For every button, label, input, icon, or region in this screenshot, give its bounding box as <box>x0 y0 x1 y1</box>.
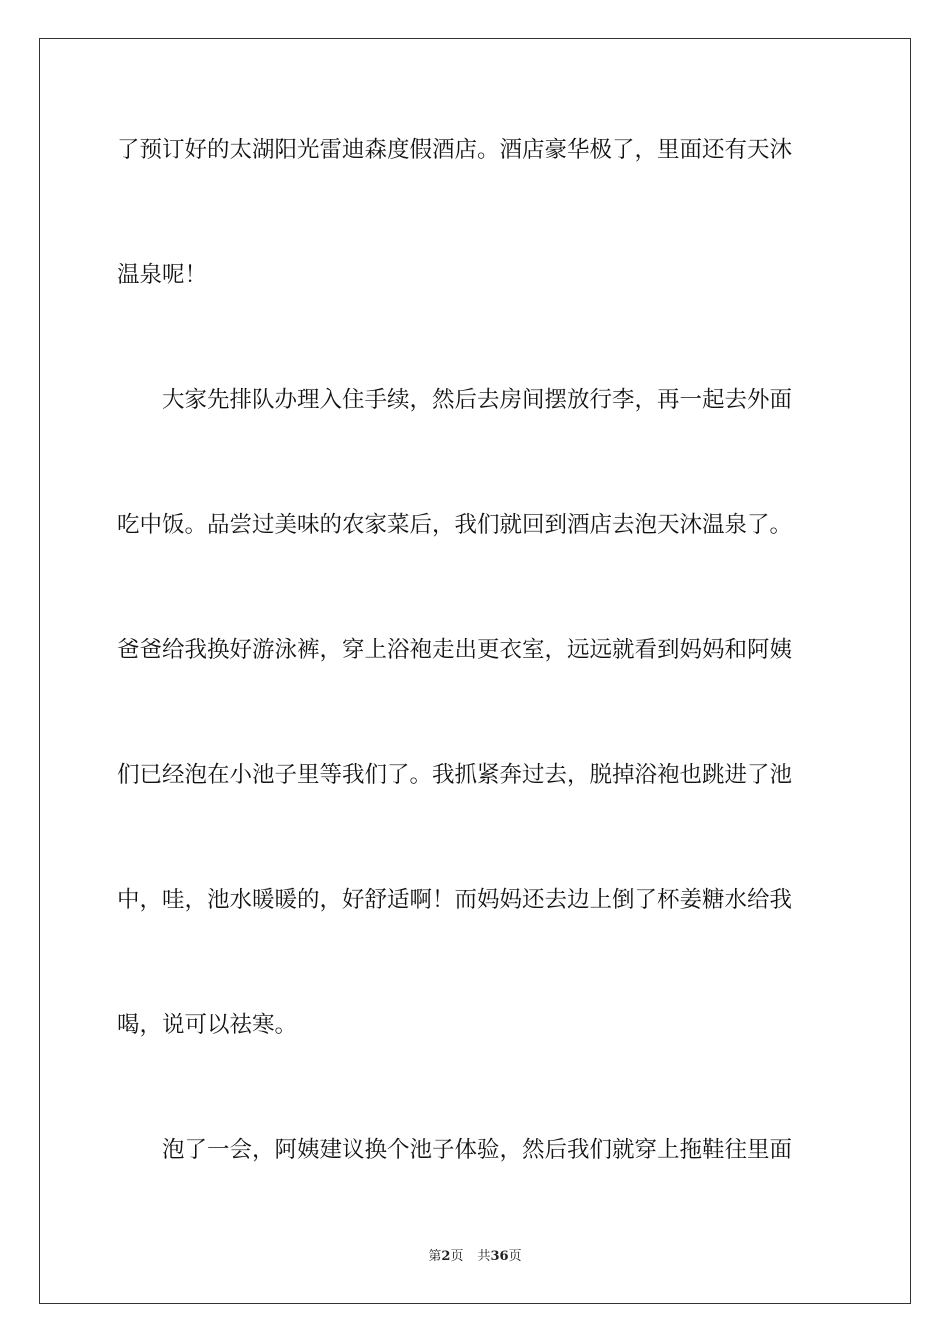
text-line-8: 喝，说可以祛寒。 <box>117 1012 298 1038</box>
text-line-6: 们已经泡在小池子里等我们了。我抓紧奔过去，脱掉浴袍也跳进了池 <box>117 762 793 788</box>
page-border <box>39 38 911 1304</box>
footer-prefix: 第 <box>428 1249 442 1264</box>
text-line-5: 爸爸给我换好游泳裤，穿上浴袍走出更衣室，远远就看到妈妈和阿姨 <box>117 637 793 663</box>
footer-total-pages: 36 <box>490 1249 509 1264</box>
footer-page-suffix: 页 <box>450 1249 464 1264</box>
text-line-7: 中，哇，池水暖暖的，好舒适啊！而妈妈还去边上倒了杯姜糖水给我 <box>117 887 793 913</box>
page-footer <box>0 1248 950 1266</box>
footer-total-suffix: 页 <box>508 1249 522 1264</box>
text-line-1: 了预订好的太湖阳光雷迪森度假酒店。酒店豪华极了，里面还有天沐 <box>117 137 793 163</box>
text-line-9: 泡了一会，阿姨建议换个池子体验，然后我们就穿上拖鞋往里面 <box>117 1137 793 1163</box>
text-line-2: 温泉呢！ <box>117 262 208 288</box>
text-line-4: 吃中饭。品尝过美味的农家菜后，我们就回到酒店去泡天沐温泉了。 <box>117 512 793 538</box>
footer-page-number: 2 <box>441 1249 451 1264</box>
text-line-3: 大家先排队办理入住手续，然后去房间摆放行李，再一起去外面 <box>117 387 793 413</box>
footer-total-prefix: 共 <box>477 1249 491 1264</box>
